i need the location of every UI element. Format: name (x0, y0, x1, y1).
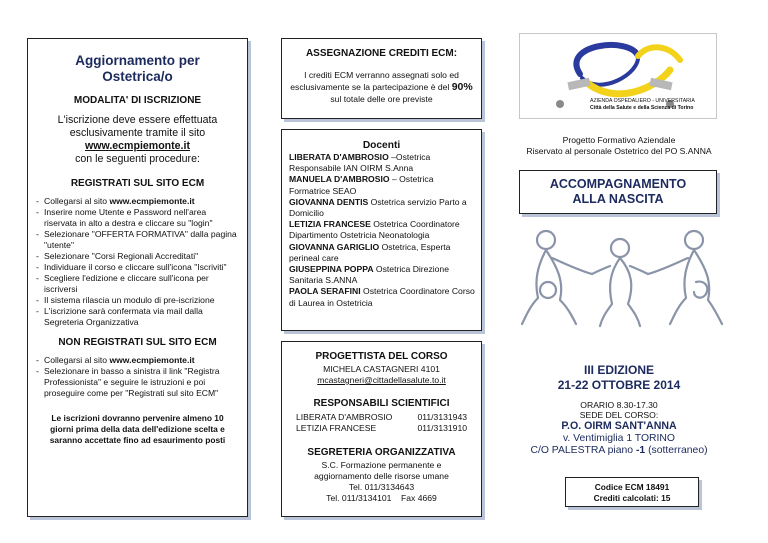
nonreg-step (36, 355, 239, 366)
docente-name: LIBERATA D'AMBROSIO (289, 152, 389, 162)
docente-name: GIOVANNA GARIGLIO (289, 241, 380, 252)
intro-line1: L'iscrizione deve essere effettuata (57, 114, 218, 126)
left-panel (27, 38, 248, 517)
left-footer-note: Le iscrizioni dovranno pervenire almeno 10 giorni prima della data dell'edizione scelta e saranno accettate fino ad esaurimento posti (49, 413, 226, 445)
resp-heading: RESPONSABILI SCIENTIFICI (313, 398, 450, 409)
course-title (520, 177, 716, 207)
docente-name: GIUSEPPINA POPPA (289, 264, 374, 275)
docente-name: MANUELA D'AMBROSIO (289, 174, 390, 185)
resp-row (296, 412, 467, 423)
title-box (519, 170, 717, 214)
project-line1: Progetto Formativo Aziendale (562, 135, 676, 145)
palestra-pre: C/O PALESTRA piano (530, 445, 636, 456)
docente-entry (289, 174, 475, 196)
docente-entry (289, 264, 475, 286)
crediti-text-part2: sul totale delle ore previste (330, 94, 433, 104)
crediti-heading: ASSEGNAZIONE CREDITI ECM: (305, 48, 458, 59)
left-title-line2: Ostetrica/o (102, 69, 173, 84)
segreteria-heading: SEGRETERIA ORGANIZZATIVA (307, 447, 456, 458)
project-text (510, 135, 728, 157)
edition-block (510, 363, 728, 393)
palestra-floor: -1 (635, 445, 646, 456)
modalita-heading: MODALITA' DI ISCRIZIONE (73, 95, 202, 106)
progettista-name: MICHELA CASTAGNERI 4101 (323, 364, 440, 374)
info-box (281, 341, 482, 517)
reg-step-site-link[interactable]: www.ecmpiemonte.it (109, 196, 195, 206)
docenti-box (281, 129, 482, 331)
crediti-text-part1: I crediti ECM verranno assegnati solo ed esclusivamente se la partecipazione è del (290, 70, 459, 92)
reg-step-text: Scegliere l'edizione e cliccare sull'icona per iscriversi (44, 273, 209, 294)
crediti-box (281, 38, 482, 119)
orario-text: ORARIO 8.30-17.30 (580, 400, 658, 410)
segreteria-line1: S.C. Formazione permanente e (321, 460, 442, 470)
reg-step (36, 262, 239, 273)
reg-step (36, 306, 239, 328)
project-line2: Riservato al personale Ostetrico del PO S.ANNA (526, 146, 712, 156)
docente-entry (289, 197, 475, 219)
docenti-heading: Docenti (362, 140, 401, 151)
logo-org-text (590, 98, 714, 111)
docente-entry (289, 242, 475, 264)
resp-row (296, 423, 467, 434)
nonreg-step (36, 366, 239, 399)
reg-steps-list (36, 196, 239, 328)
reg-step-text: Selezionare "Corsi Regionali Accreditati" (44, 251, 199, 261)
nonreg-step-site-link[interactable]: www.ecmpiemonte.it (109, 355, 195, 365)
reg-step (36, 207, 239, 229)
codice-ecm: Codice ECM 18491 (594, 482, 670, 492)
course-title-line2: ALLA NASCITA (572, 192, 664, 206)
reg-heading: REGISTRATI SUL SITO ECM (70, 178, 205, 189)
reg-step (36, 229, 239, 251)
crediti-text (290, 69, 473, 105)
progettista-email-link[interactable]: mcastagneri@cittadellasalute.to.it (317, 375, 446, 385)
reg-step-text: Il sistema rilascia un modulo di pre-iscrizione (44, 295, 215, 305)
codice-box (565, 477, 699, 507)
docente-role: Ostetrica Coordinatore Dipartimento Ostetricia Neonatologia (289, 219, 460, 241)
family-illustration-icon (516, 220, 726, 330)
logo-box (519, 33, 717, 119)
segreteria-line4: Tel. 011/3134101 Fax 4669 (326, 493, 437, 503)
docente-role: Ostetrica, Esperta perineal care (289, 241, 451, 263)
nonreg-steps-list (36, 355, 239, 399)
reg-step-text: L'iscrizione sarà confermata via mail dalla Segreteria Organizzativa (44, 306, 203, 327)
left-title-line1: Aggiornamento per (75, 53, 200, 68)
segreteria-line3: Tel. 011/3134643 (348, 482, 415, 492)
edition-dates: 21-22 OTTOBRE 2014 (557, 378, 681, 392)
intro-line3: con le seguenti procedure: (75, 153, 200, 165)
resp-name: LETIZIA FRANCESE (296, 423, 377, 433)
left-title (28, 53, 247, 85)
resp-tel: 011/3131910 (417, 423, 467, 433)
reg-step-text: Selezionare "OFFERTA FORMATIVA" dalla pagina "utente" (44, 229, 237, 250)
palestra-line (510, 445, 728, 457)
docente-role: Ostetrica Direzione Sanitaria S.ANNA (289, 264, 449, 286)
nonreg-step-text: Selezionare in basso a sinistra il link "Registra Professionista" e seguire le istruzioni e poi proseguire come per "Registrati sul sito ECM" (44, 366, 220, 398)
docente-role: –Ostetrica Responsabile IAN OIRM S.Anna (289, 152, 431, 174)
venue-block (510, 400, 728, 457)
intro-site-link[interactable]: www.ecmpiemonte.it (85, 140, 190, 152)
sede-label: SEDE DEL CORSO: (579, 410, 659, 420)
logo-org-line2: Città della Salute e della Scienza di Torino (590, 104, 694, 111)
reg-step-text: Individuare il corso e cliccare sull'icona "Iscriviti" (44, 262, 227, 272)
docente-role: Ostetrica servizio Parto a Domicilio (289, 196, 467, 219)
logo-org-line1: AZIENDA OSPEDALIERO - UNIVERSITARIA (590, 98, 695, 104)
crediti-percentage: 90% (451, 81, 473, 93)
resp-list (296, 412, 467, 434)
docente-entry (289, 286, 475, 308)
resp-name: LIBERATA D'AMBROSIO (296, 412, 393, 422)
resp-tel: 011/3131943 (417, 412, 467, 422)
codice-text (566, 482, 698, 503)
segreteria-line2: aggiornamento delle risorse umane (314, 471, 449, 481)
segreteria-text (282, 460, 481, 504)
progettista-heading: PROGETTISTA DEL CORSO (315, 351, 448, 362)
nonreg-heading: NON REGISTRATI SUL SITO ECM (58, 337, 217, 348)
edition-label: III EDIZIONE (583, 363, 654, 377)
docente-name: PAOLA SERAFINI (289, 286, 361, 297)
reg-step (36, 295, 239, 306)
docente-entry (289, 219, 475, 241)
reg-step (36, 273, 239, 295)
intro-text (28, 114, 247, 166)
docente-entry (289, 152, 475, 174)
sede-name: P.O. OIRM SANT'ANNA (561, 420, 677, 432)
course-title-line1: ACCOMPAGNAMENTO (549, 177, 687, 191)
reg-step-text: Inserire nome Utente e Password nell'area riservata in alto a destra e cliccare su "login" (44, 207, 213, 228)
docente-role: – Ostetrica Formatrice SEAO (289, 174, 434, 196)
docente-name: LETIZIA FRANCESE (289, 219, 371, 230)
reg-step (36, 196, 239, 207)
nonreg-step-text: Collegarsi al sito (44, 355, 110, 365)
crediti-calcolati: Crediti calcolati: 15 (593, 492, 671, 503)
venue-address: v. Ventimiglia 1 TORINO (562, 433, 676, 444)
docente-role: Ostetrica Coordinatore Corso di Laurea in Ostetricia (289, 286, 475, 308)
docenti-list (289, 152, 475, 309)
docente-name: GIOVANNA DENTIS (289, 196, 369, 207)
palestra-post: (sotterraneo) (645, 445, 708, 456)
reg-step (36, 251, 239, 262)
reg-step-text: Collegarsi al sito (44, 196, 110, 206)
intro-line2: esclusivamente tramite il sito (69, 127, 206, 139)
